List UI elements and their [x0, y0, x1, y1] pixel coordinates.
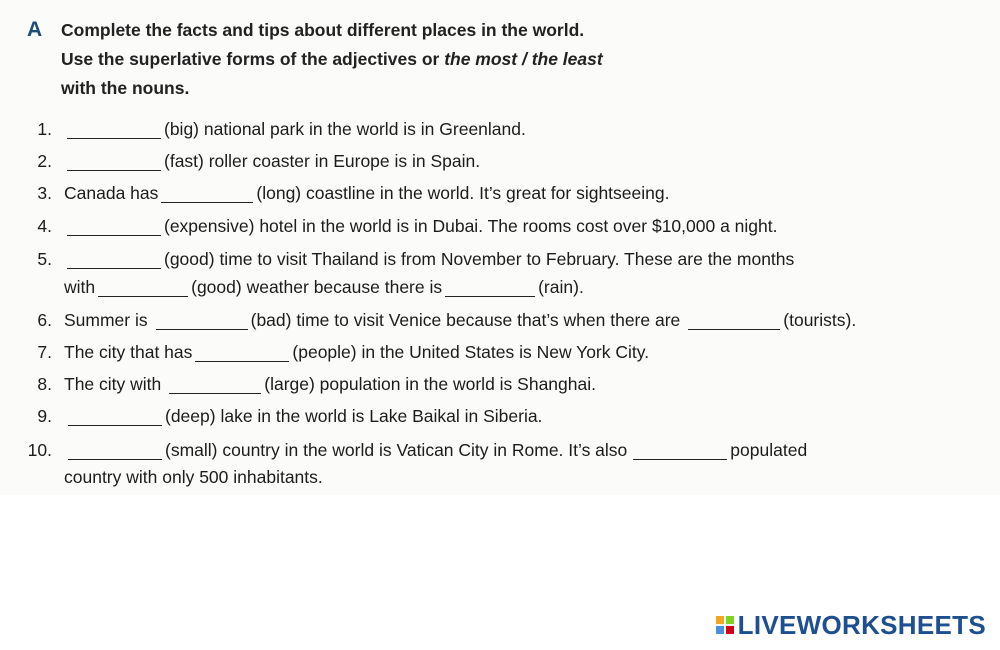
item-10-continued: country with only 500 inhabitants.: [64, 467, 323, 487]
item-10: [64, 440, 807, 461]
item-3-pre: Canada has: [64, 183, 159, 203]
item-1-text: (big) national park in the world is in Greenland.: [164, 119, 526, 139]
instruction-line-2-italic: the most / the least: [444, 49, 603, 69]
answer-blank-4[interactable]: [67, 221, 161, 236]
item-number: 6.: [37, 310, 52, 330]
item-8-text: (large) population in the world is Shanghai.: [264, 374, 596, 394]
item-2-text: (fast) roller coaster in Europe is in Spain.: [164, 151, 481, 171]
answer-blank-2[interactable]: [67, 156, 161, 171]
item-5-cont-post: (rain).: [538, 277, 584, 297]
item-10-text: (small) country in the world is Vatican City in Rome. It’s also: [165, 440, 628, 460]
instruction-line-2-text: Use the superlative forms of the adjectives or: [61, 49, 445, 69]
answer-blank-5b[interactable]: [98, 282, 188, 297]
item-9: [64, 406, 542, 427]
brand-name: LIVEWORKSHEETS: [737, 609, 986, 640]
item-4-text: (expensive) hotel in the world is in Dubai. The rooms cost over $10,000 a night.: [164, 216, 778, 236]
item-6-post: (tourists).: [783, 310, 857, 330]
item-number: 5.: [37, 249, 52, 269]
answer-blank-6a[interactable]: [156, 315, 248, 330]
section-letter: A: [27, 18, 43, 41]
liveworksheets-brand: [715, 609, 986, 641]
item-3-text: (long) coastline in the world. It’s great for sightseeing.: [256, 183, 670, 203]
item-5-cont-pre: with: [64, 277, 96, 297]
answer-blank-5a[interactable]: [67, 254, 161, 269]
liveworksheets-logo-icon: [715, 615, 735, 635]
item-number: 7.: [37, 342, 52, 362]
item-10-post: populated: [730, 440, 808, 460]
item-7-pre: The city that has: [64, 342, 193, 362]
item-number: 9.: [37, 406, 52, 426]
item-5-text: (good) time to visit Thailand is from November to February. These are the months: [164, 249, 795, 269]
answer-blank-8[interactable]: [169, 379, 261, 394]
item-4: [64, 216, 777, 237]
item-8-pre: The city with: [64, 374, 162, 394]
instruction-line-2: [61, 49, 603, 70]
item-number: 8.: [37, 374, 52, 394]
item-1: [64, 119, 526, 140]
item-number: 4.: [37, 216, 52, 236]
item-8: [64, 374, 596, 395]
item-5-cont-mid: (good) weather because there is: [191, 277, 443, 297]
answer-blank-6b[interactable]: [688, 315, 780, 330]
item-6: [64, 310, 856, 331]
item-7: [64, 342, 649, 363]
item-number: 3.: [37, 183, 52, 203]
answer-blank-1[interactable]: [67, 124, 161, 139]
answer-blank-3[interactable]: [161, 188, 253, 203]
answer-blank-9[interactable]: [68, 411, 162, 426]
instruction-line-3: with the nouns.: [61, 78, 190, 98]
instruction-line-1: Complete the facts and tips about different places in the world.: [61, 20, 585, 40]
answer-blank-10b[interactable]: [633, 445, 727, 460]
item-number: 2.: [37, 151, 52, 171]
item-3: [64, 183, 669, 204]
item-6-text: (bad) time to visit Venice because that’s when there are: [250, 310, 681, 330]
item-9-text: (deep) lake in the world is Lake Baikal in Siberia.: [165, 406, 543, 426]
item-5: [64, 249, 794, 270]
item-7-text: (people) in the United States is New York City.: [292, 342, 650, 362]
item-number: 1.: [37, 119, 52, 139]
item-2: [64, 151, 480, 172]
answer-blank-7[interactable]: [195, 347, 289, 362]
item-number: 10.: [27, 440, 52, 460]
answer-blank-10a[interactable]: [68, 445, 162, 460]
item-6-pre: Summer is: [64, 310, 148, 330]
item-5-continued: [64, 277, 584, 298]
answer-blank-5c[interactable]: [445, 282, 535, 297]
